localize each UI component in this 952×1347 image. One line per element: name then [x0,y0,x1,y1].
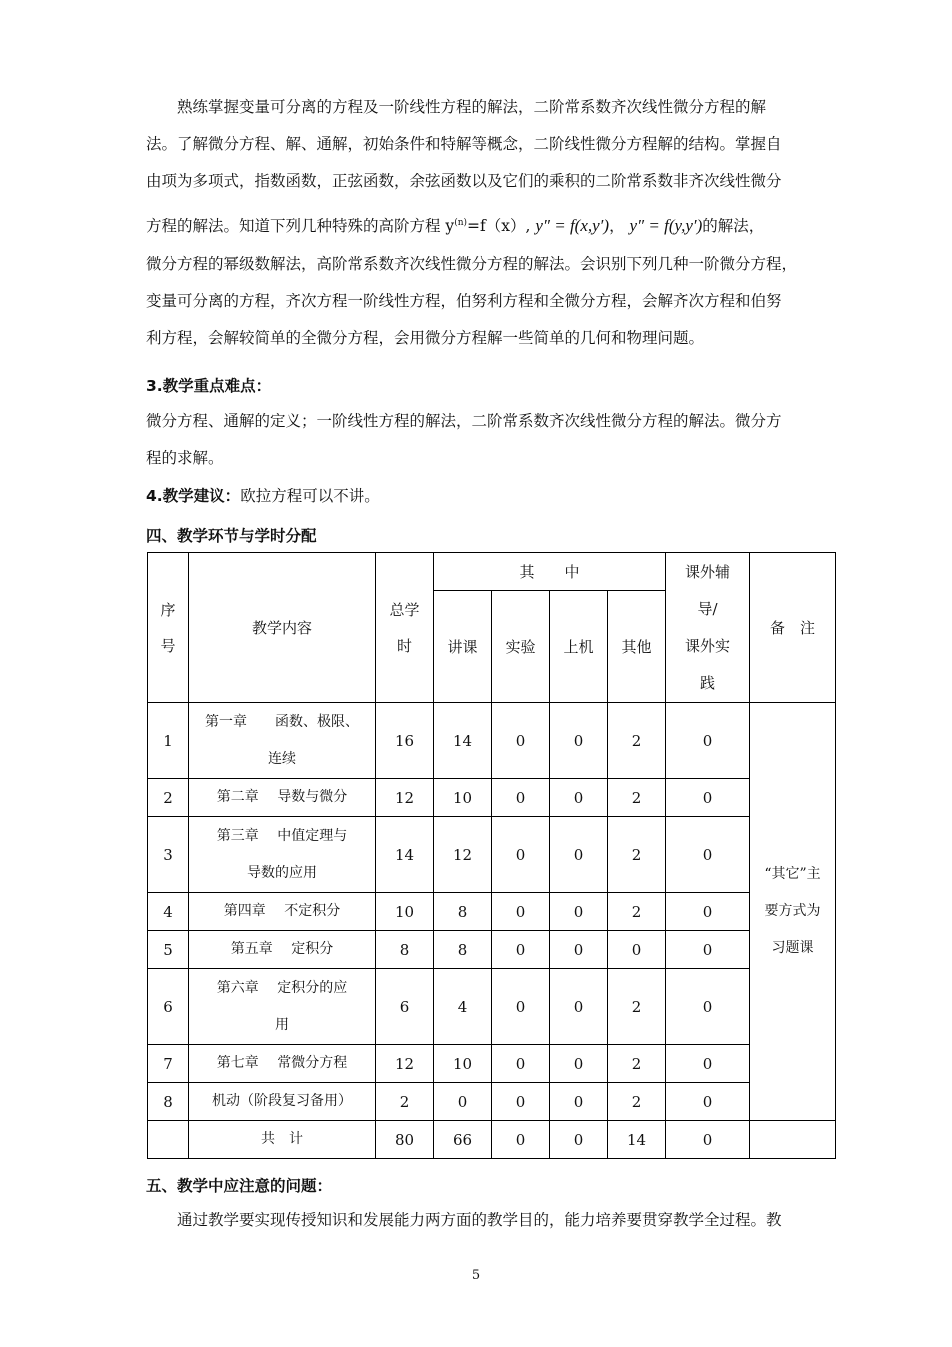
table-row [148,931,836,969]
section4-title: 四、教学环节与学时分配 [146,527,317,545]
table-cell: 7 [148,1045,189,1083]
table-cell: 16 [376,703,434,779]
table-cell: 6 [376,969,434,1045]
text-line: 变量可分离的方程，齐次方程一阶线性方程，伯努利方程和全微分方程，会解齐次方程和伯努 [146,292,782,310]
table-cell: 10 [434,1045,492,1083]
table-cell: 0 [608,931,666,969]
table-cell: 0 [666,1045,750,1083]
text-line: 通过教学要实现传授知识和发展能力两方面的教学目的，能力培养要贯穿教学全过程。教 [177,1211,782,1229]
sec3-heading: 3.教学重点难点： [146,377,272,395]
table-cell: 机动（阶段复习备用） [189,1083,376,1121]
table-cell: 2 [376,1083,434,1121]
sec4-paragraph [146,478,840,515]
table-cell: 14 [608,1121,666,1159]
table-cell: 2 [608,1083,666,1121]
table-cell: 第六章 定积分的应 用 [189,969,376,1045]
table-cell: 0 [492,817,550,893]
table-cell: 12 [376,779,434,817]
table-row [148,703,836,779]
table-row [148,1083,836,1121]
table-cell: 12 [434,817,492,893]
table-cell: 0 [492,1121,550,1159]
equation-1: y″ = f(x,y′) [535,216,610,236]
table-cell: 2 [148,779,189,817]
table-cell: 2 [608,703,666,779]
table-cell: 0 [492,893,550,931]
table-cell: 0 [666,817,750,893]
table-cell: 2 [608,893,666,931]
table-cell: 66 [434,1121,492,1159]
table-cell: 12 [376,1045,434,1083]
header-note: 备 注 [750,553,836,703]
table-cell: 8 [148,1083,189,1121]
table-row [148,1045,836,1083]
table-cell: 0 [550,893,608,931]
table-cell: 共 计 [189,1121,376,1159]
header-lab: 实验 [492,591,550,703]
table-cell: 8 [434,893,492,931]
table-row [148,893,836,931]
sec4-text: 欧拉方程可以不讲。 [240,487,380,505]
header-extra: 课外辅 导/ 课外实 践 [666,553,750,703]
table-cell: 0 [666,969,750,1045]
text-line: 法。了解微分方程、解、通解，初始条件和特解等概念，二阶线性微分方程解的结构。掌握自 [146,135,782,153]
table-cell [148,1121,189,1159]
table-cell: 0 [550,703,608,779]
table-cell: 0 [666,779,750,817]
text-line: 利方程，会解较简单的全微分方程，会用微分方程解一些简单的几何和物理问题。 [146,329,705,347]
table-cell: 0 [550,779,608,817]
sec3-paragraph [146,403,840,477]
header-group: 其 中 [434,553,666,591]
table-cell: 第一章 函数、极限、 连续 [189,703,376,779]
table-cell: 0 [550,817,608,893]
table-cell: 8 [376,931,434,969]
table-cell: 0 [666,703,750,779]
table-row [148,779,836,817]
table-cell: 2 [608,817,666,893]
table-cell: 0 [492,703,550,779]
table-cell: 第二章 导数与微分 [189,779,376,817]
table-cell: 第七章 常微分方程 [189,1045,376,1083]
equation-2: y″ = f(y,y′) [629,216,703,236]
text-line-equations: 方程的解法。知道下列几种特殊的高阶方程 $y^{(n)}=f(x)$, y″ = f(x,y′)， y″ = f(y,y′)的解法， [146,216,765,236]
table-cell: 10 [376,893,434,931]
text-line: 熟练掌握变量可分离的方程及一阶线性方程的解法，二阶常系数齐次线性微分方程的解 [177,98,767,116]
table-cell: 2 [608,969,666,1045]
table-cell: 8 [434,931,492,969]
table-cell: 0 [492,1083,550,1121]
table-cell: 4 [148,893,189,931]
text-line: 微分方程的幂级数解法，高阶常系数齐次线性微分方程的解法。会识别下列几种一阶微分方程， [146,255,798,273]
table-cell: 3 [148,817,189,893]
table-cell: 0 [550,931,608,969]
table-cell: 0 [666,931,750,969]
table-cell: 1 [148,703,189,779]
table-cell: 14 [434,703,492,779]
total-row [148,1121,836,1159]
table-cell: 80 [376,1121,434,1159]
table-cell: 0 [492,779,550,817]
header-content: 教学内容 [189,553,376,703]
table-cell: 第五章 定积分 [189,931,376,969]
table-cell: 0 [550,1083,608,1121]
table-cell: 0 [666,893,750,931]
table-cell: 5 [148,931,189,969]
table-cell: 第三章 中值定理与 导数的应用 [189,817,376,893]
table-cell: 0 [492,1045,550,1083]
page-number: 5 [471,1268,481,1283]
table-cell: 0 [492,969,550,1045]
table-row [148,817,836,893]
sec5-paragraph [146,1202,840,1239]
section5-title: 五、教学中应注意的问题： [146,1177,333,1195]
note-cell: “其它”主 要方式为 习题课 [750,703,836,1121]
table-cell: 2 [608,1045,666,1083]
table-cell: 6 [148,969,189,1045]
table-cell: 0 [666,1083,750,1121]
header-seq: 序 号 [148,553,189,703]
table-cell: 2 [608,779,666,817]
table-cell: 4 [434,969,492,1045]
text-line: 程的求解。 [146,449,224,467]
text-line: 微分方程、通解的定义；一阶线性方程的解法，二阶常系数齐次线性微分方程的解法。微分方 [146,412,782,430]
table-cell: 10 [434,779,492,817]
header-total: 总学 时 [376,553,434,703]
hours-allocation-table [147,552,836,1159]
sec4-heading: 4.教学建议： [146,487,241,505]
header-row-1 [148,553,836,591]
table-cell: 0 [550,1045,608,1083]
header-lecture: 讲课 [434,591,492,703]
table-cell: 0 [666,1121,750,1159]
table-cell: 0 [550,969,608,1045]
table-cell: 0 [434,1083,492,1121]
table-cell: 0 [492,931,550,969]
text-line: 由项为多项式，指数函数，正弦函数，余弦函数以及它们的乘积的二阶常系数非齐次线性微分 [146,172,782,190]
table-cell: 14 [376,817,434,893]
table-cell: 0 [550,1121,608,1159]
table-row [148,969,836,1045]
table-cell: 第四章 不定积分 [189,893,376,931]
header-other: 其他 [608,591,666,703]
header-computer: 上机 [550,591,608,703]
table-cell [750,1121,836,1159]
intro-paragraph [146,89,840,357]
